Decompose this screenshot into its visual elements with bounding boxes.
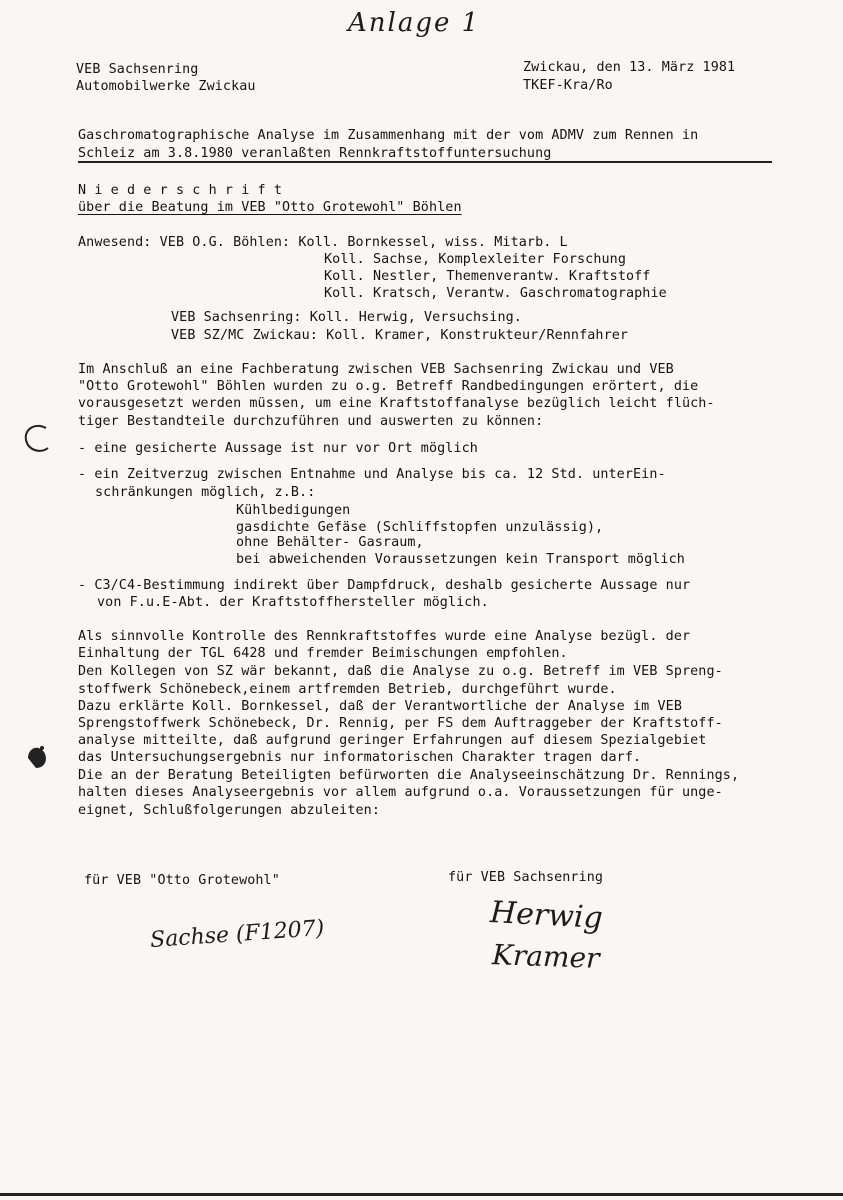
bullet-1: - eine gesicherte Aussage ist nur vor Ort möglich [78, 441, 478, 456]
bullet-2-sub3: ohne Behälter- Gasraum, [236, 535, 424, 550]
para2-line5: Dazu erklärte Koll. Bornkessel, daß der Verantwortliche der Analyse im VEB [78, 699, 682, 714]
bullet-3-line1: - C3/C4-Bestimmung indirekt über Dampfdruck, deshalb gesicherte Aussage nur [78, 578, 691, 593]
para2-line2: Einhaltung der TGL 6428 und fremder Beimischungen empfohlen. [78, 646, 568, 661]
punch-mark-icon [24, 742, 50, 772]
date-line: Zwickau, den 13. März 1981 [523, 60, 736, 75]
signature-label-left: für VEB "Otto Grotewohl" [84, 873, 280, 888]
bullet-3-line2: von F.u.E-Abt. der Kraftstoffhersteller möglich. [97, 595, 489, 610]
signature-right-herwig: Herwig [489, 895, 604, 936]
bullet-2-line2: schränkungen möglich, z.B.: [95, 485, 316, 500]
para2-line7: analyse mitteilte, daß aufgrund geringer Erfahrungen auf diesem Spezialgebiet [78, 733, 707, 748]
subject-underline [78, 161, 772, 163]
bullet-2-sub4: bei abweichenden Voraussetzungen kein Transport möglich [236, 552, 685, 567]
subject-line2: Schleiz am 3.8.1980 veranlaßten Rennkraftstoffuntersuchung [78, 146, 552, 161]
subject-line1: Gaschromatographische Analyse im Zusammenhang mit der vom ADMV zum Rennen in [78, 128, 699, 143]
sender-line1: VEB Sachsenring [76, 62, 199, 77]
signature-label-right: für VEB Sachsenring [448, 870, 604, 885]
attendees-line5: VEB Sachsenring: Koll. Herwig, Versuchsing. [171, 310, 522, 325]
bullet-2-sub2: gasdichte Gefäse (Schliffstopfen unzulässig), [236, 520, 604, 535]
para2-line1: Als sinnvolle Kontrolle des Rennkraftstoffes wurde eine Analyse bezügl. der [78, 629, 691, 644]
para2-line9: Die an der Beratung Beteiligten befürworten die Analyseeinschätzung Dr. Rennings, [78, 768, 740, 783]
attendees-line1: Anwesend: VEB O.G. Böhlen: Koll. Bornkessel, wiss. Mitarb. L [78, 235, 568, 250]
heading-subtitle: über die Beatung im VEB "Otto Grotewohl" Böhlen [78, 200, 462, 215]
para1-line3: vorausgesetzt werden müssen, um eine Kraftstoffanalyse bezüglich leicht flüch- [78, 396, 715, 411]
punch-hole-icon [22, 422, 52, 456]
bullet-2-sub1: Kühlbedigungen [236, 503, 351, 518]
para1-line2: "Otto Grotewohl" Böhlen wurden zu o.g. Betreff Randbedingungen erörtert, die [78, 379, 699, 394]
signature-left: Sachse (F1207) [149, 915, 326, 954]
para1-line1: Im Anschluß an eine Fachberatung zwischen VEB Sachsenring Zwickau und VEB [78, 362, 674, 377]
signature-right-kramer: Kramer [491, 938, 601, 975]
para2-line10: halten dieses Analyseergebnis vor allem aufgrund o.a. Voraussetzungen für unge- [78, 785, 723, 800]
para2-line3: Den Kollegen von SZ wär bekannt, daß die Analyse zu o.g. Betreff im VEB Spreng- [78, 664, 723, 679]
para2-line4: stoffwerk Schönebeck,einem artfremden Betrieb, durchgeführt wurde. [78, 682, 617, 697]
para1-line4: tiger Bestandteile durchzuführen und auswerten zu können: [78, 414, 544, 429]
sender-line2: Automobilwerke Zwickau [76, 79, 256, 94]
bullet-2-line1: - ein Zeitverzug zwischen Entnahme und Analyse bis ca. 12 Std. unterEin- [78, 467, 666, 482]
para2-line6: Sprengstoffwerk Schönebeck, Dr. Rennig, per FS dem Auftraggeber der Kraftstoff- [78, 716, 723, 731]
attendees-line3: Koll. Nestler, Themenverantw. Kraftstoff [324, 269, 651, 284]
attendees-line4: Koll. Kratsch, Verantw. Gaschromatographie [324, 286, 667, 301]
para2-line11: eignet, Schlußfolgerungen abzuleiten: [78, 803, 380, 818]
attendees-line2: Koll. Sachse, Komplexleiter Forschung [324, 252, 626, 267]
para2-line8: das Untersuchungsergebnis nur informatorischen Charakter tragen darf. [78, 750, 642, 765]
scan-edge [0, 1193, 843, 1196]
reference: TKEF-Kra/Ro [523, 78, 613, 93]
heading-title: N i e d e r s c h r i f t [78, 183, 283, 198]
annotation-anlage: Anlage 1 [348, 8, 481, 38]
attendees-line6: VEB SZ/MC Zwickau: Koll. Kramer, Konstrukteur/Rennfahrer [171, 328, 629, 343]
